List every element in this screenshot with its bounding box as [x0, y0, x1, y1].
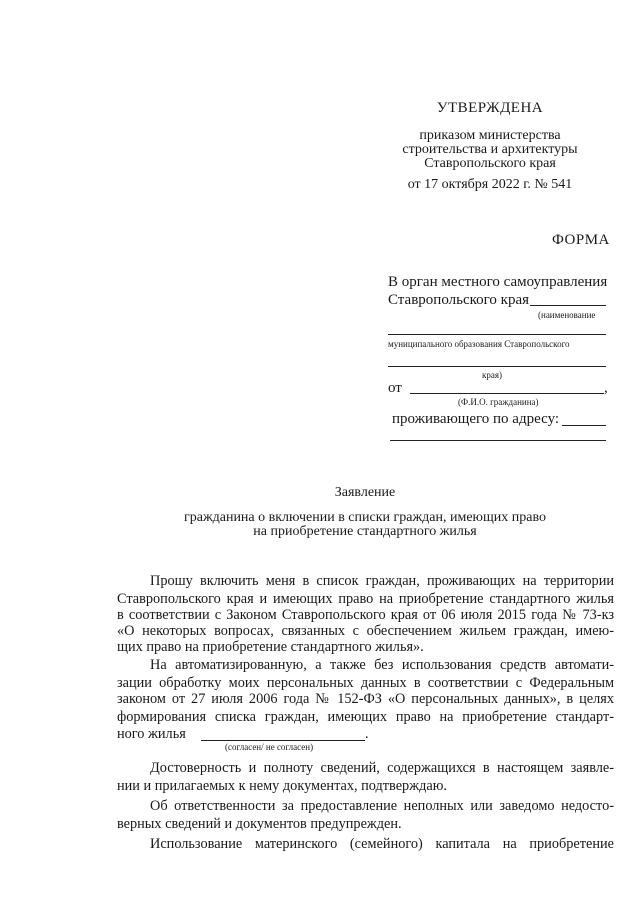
- paragraph-line: верных сведений и документов предупрежден.: [117, 816, 402, 832]
- paragraph-line: На автоматизированную, а также без использования средств автомати-: [150, 657, 614, 673]
- blank-line: [410, 393, 604, 394]
- approval-line: строительства и архитектуры: [402, 142, 578, 157]
- addressee-line: В орган местного самоуправления: [388, 274, 608, 290]
- approval-date: от 17 октября 2022 г. № 541: [407, 177, 573, 192]
- document-title: Заявление: [334, 485, 396, 500]
- punctuation: .: [365, 726, 369, 742]
- approval-line: приказом министерства: [419, 128, 561, 143]
- paragraph-line: законом от 27 июля 2006 года № 152-ФЗ «О персональных данных», в целях: [117, 691, 614, 707]
- blank-line: [388, 366, 606, 367]
- paragraph-line: щих право на приобретение стандартного жилья».: [117, 639, 424, 655]
- paragraph-line: Ставропольского края и имеющих право на приобретение стандартного жилья: [117, 591, 614, 607]
- addressee-line: Ставропольского края: [388, 292, 529, 308]
- paragraph-line: в соответствии с Законом Ставропольского края от 06 июля 2015 года № 73-кз: [117, 607, 614, 623]
- paragraph-line: Использование материнского (семейного) капитала на приобретение: [150, 836, 614, 852]
- hint-text: (согласен/ не согласен): [225, 742, 314, 752]
- hint-text: (наименование: [538, 310, 596, 320]
- from-label: от: [388, 380, 402, 396]
- form-label: ФОРМА: [552, 232, 610, 248]
- document-subtitle: гражданина о включении в списки граждан, имеющих право: [183, 510, 546, 525]
- approval-line: Ставропольского края: [424, 156, 556, 171]
- paragraph-line: «О некоторых вопросах, связанных с обеспечением жильем граждан, имею-: [117, 623, 614, 639]
- punctuation: ,: [604, 380, 608, 396]
- paragraph-line: Об ответственности за предоставление неполных или заведомо недосто-: [150, 798, 614, 814]
- hint-text: (Ф.И.О. гражданина): [458, 397, 539, 407]
- consent-blank: [201, 740, 365, 741]
- hint-text: муниципального образования Ставропольского: [388, 339, 570, 349]
- paragraph-line: нии и прилагаемых к нему документах, подтверждаю.: [117, 778, 447, 794]
- blank-line: [388, 334, 606, 335]
- paragraph-line: формирования списка граждан, имеющих право на приобретение стандарт-: [117, 709, 614, 725]
- paragraph-line: ного жилья: [117, 726, 186, 742]
- blank-line: [390, 440, 606, 441]
- blank-line: [530, 305, 606, 306]
- paragraph-line: Прошу включить меня в список граждан, проживающих на территории: [150, 573, 614, 589]
- address-label: проживающего по адресу:: [392, 411, 560, 427]
- document-subtitle: на приобретение стандартного жилья: [253, 524, 477, 539]
- approval-title: УТВЕРЖДЕНА: [436, 100, 544, 116]
- blank-line: [562, 425, 606, 426]
- hint-text: края): [482, 370, 503, 380]
- paragraph-line: Достоверность и полноту сведений, содержащихся в настоящем заявле-: [150, 760, 614, 776]
- paragraph-line: зации обработку моих персональных данных в соответствии с Федеральным: [117, 675, 614, 691]
